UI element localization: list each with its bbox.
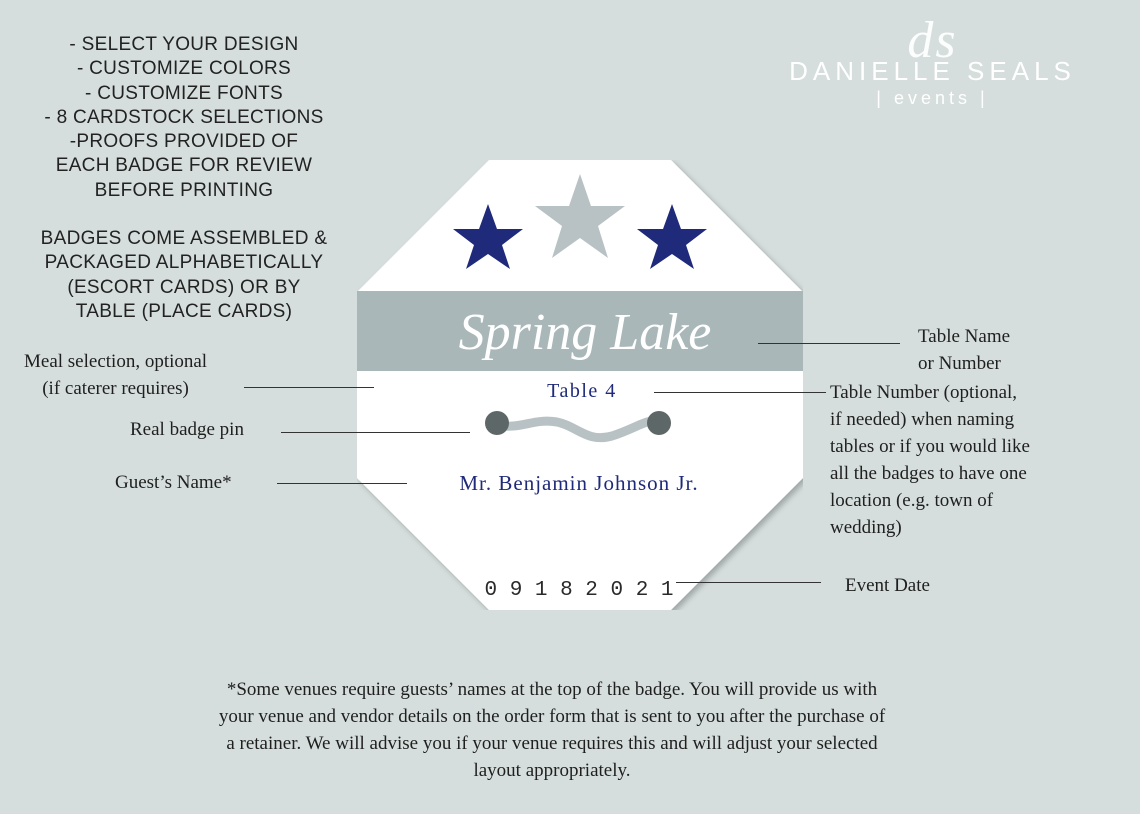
badge-location: Spring Lake	[458, 304, 712, 361]
callout-line-event-date	[676, 582, 821, 583]
brand-logo	[760, 12, 1105, 110]
badge-date: 0 9 1 8 2 0 2 1	[484, 579, 674, 602]
callout-badge-pin: Real badge pin	[130, 419, 244, 440]
badge-guest-name: Mr. Benjamin Johnson Jr.	[459, 471, 699, 495]
badge-illustration	[357, 160, 803, 610]
packaging-line: BADGES COME ASSEMBLED &	[40, 228, 328, 250]
feature-line: EACH BADGE FOR REVIEW	[55, 155, 313, 177]
footnote-line: *Some venues require guests’ names at the top of the badge. You will provide us with	[226, 679, 878, 700]
callout-table-number: Table Number (optional, if needed) when naming tables or if you would like all the badges to have one location (e.g. town of wedding)	[830, 382, 1030, 538]
feature-line: - 8 CARDSTOCK SELECTIONS	[44, 106, 324, 128]
feature-line: - SELECT YOUR DESIGN	[69, 34, 299, 55]
callout-event-date: Event Date	[845, 575, 930, 596]
footnote-line: layout appropriately.	[473, 760, 631, 781]
feature-line: -PROOFS PROVIDED OF	[69, 131, 299, 153]
callout-meal-selection: Meal selection, optional (if caterer requires)	[24, 351, 208, 399]
feature-line: - CUSTOMIZE FONTS	[85, 82, 283, 104]
feature-list	[10, 33, 358, 324]
callout-line-table-number	[654, 392, 826, 393]
feature-line: - CUSTOMIZE COLORS	[76, 58, 292, 80]
footnote-line: a retainer. We will advise you if your venue requires this and will adjust your selected	[226, 733, 878, 754]
badge-table: Table 4	[547, 380, 617, 402]
footnote	[110, 676, 994, 784]
logo-subtitle: | events |	[876, 88, 989, 108]
callout-line-guest	[277, 483, 407, 484]
feature-line: BEFORE PRINTING	[94, 179, 274, 201]
callout-table-name: Table Name or Number	[918, 326, 1011, 374]
packaging-line: PACKAGED ALPHABETICALLY	[44, 252, 324, 274]
packaging-line: TABLE (PLACE CARDS)	[75, 300, 293, 322]
callout-line-table-name	[758, 343, 900, 344]
logo-brand-name: DANIELLE SEALS	[789, 56, 1076, 86]
callout-line-pin	[281, 432, 470, 433]
callout-guest-name: Guest’s Name*	[115, 472, 232, 493]
callout-line-meal	[244, 387, 374, 388]
packaging-line: (ESCORT CARDS) OR BY	[67, 276, 301, 298]
footnote-line: your venue and vendor details on the order form that is sent to you after the purchase of	[218, 706, 886, 727]
logo-monogram: ds	[907, 12, 958, 69]
